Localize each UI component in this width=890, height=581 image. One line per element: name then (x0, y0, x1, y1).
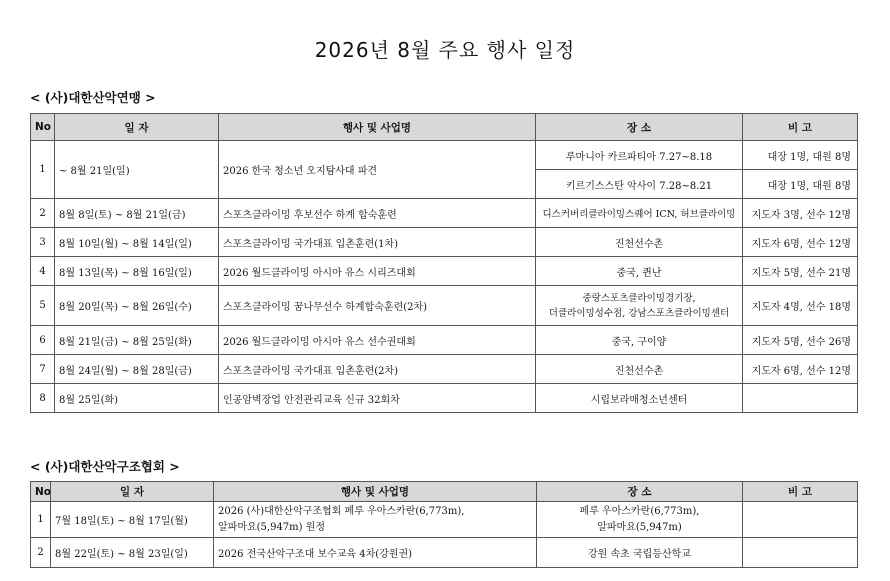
table-row (31, 326, 858, 355)
row-place: 중국, 구이양 (536, 326, 743, 355)
row-place: 키르기스스탄 악사이 7.28~8.21 (536, 170, 743, 199)
row-note: 지도자 6명, 선수 12명 (743, 355, 858, 384)
row-note: 대장 1명, 대원 8명 (743, 170, 858, 199)
event-line: 알파마요(5,947m) 원정 (218, 521, 326, 533)
table-row (31, 355, 858, 384)
header-no: No (31, 482, 51, 502)
row-place (537, 502, 743, 538)
place-line: 페루 우아스카란(6,773m), (579, 505, 700, 517)
federation-schedule-table (30, 113, 858, 413)
row-event: 2026 한국 청소년 오지탐사대 파견 (219, 141, 536, 199)
row-event: 2026 전국산악구조대 보수교육 4차(강원권) (214, 538, 537, 568)
rescue-schedule-table (30, 481, 858, 568)
row-note: 대장 1명, 대원 8명 (743, 141, 858, 170)
row-date: 8월 20일(목) ~ 8월 26일(수) (55, 286, 219, 326)
row-event: 스포츠클라이밍 국가대표 입촌훈련(2차) (219, 355, 536, 384)
row-date: 8월 25일(화) (55, 384, 219, 413)
row-no: 6 (31, 326, 55, 355)
row-no: 2 (31, 199, 55, 228)
row-no: 4 (31, 257, 55, 286)
row-event: 인공암벽장업 안전관리교육 신규 32회차 (219, 384, 536, 413)
row-no: 3 (31, 228, 55, 257)
row-date: ~ 8월 21일(일) (55, 141, 219, 199)
place-line: 알파마요(5,947m) (597, 521, 682, 533)
header-place: 장 소 (536, 114, 743, 141)
row-event (214, 502, 537, 538)
row-note: 지도자 4명, 선수 18명 (743, 286, 858, 326)
table-row (31, 538, 858, 568)
row-no: 1 (31, 141, 55, 199)
row-no: 8 (31, 384, 55, 413)
header-no: No (31, 114, 55, 141)
page-title: 2026년 8월 주요 행사 일정 (314, 38, 576, 62)
row-note: 지도자 6명, 선수 12명 (743, 228, 858, 257)
table-row (31, 141, 858, 170)
row-note (743, 502, 858, 538)
row-date: 8월 24일(월) ~ 8월 28일(금) (55, 355, 219, 384)
row-date: 8월 22일(토) ~ 8월 23일(일) (51, 538, 214, 568)
row-event: 2026 월드클라이밍 아시아 유스 시리즈대회 (219, 257, 536, 286)
header-place: 장 소 (537, 482, 743, 502)
row-place: 루마니아 카르파티아 7.27~8.18 (536, 141, 743, 170)
row-place: 강원 속초 국립등산학교 (537, 538, 743, 568)
row-place (536, 286, 743, 326)
row-note: 지도자 3명, 선수 12명 (743, 199, 858, 228)
row-event: 스포츠클라이밍 후보선수 하계 합숙훈련 (219, 199, 536, 228)
row-date: 8월 8일(토) ~ 8월 21일(금) (55, 199, 219, 228)
section-heading-rescue-association: < (사)대한산악구조협회 > (30, 459, 180, 474)
row-no: 7 (31, 355, 55, 384)
row-date: 8월 21일(금) ~ 8월 25일(화) (55, 326, 219, 355)
row-note: 지도자 5명, 선수 26명 (743, 326, 858, 355)
table-row (31, 502, 858, 538)
table-row (31, 199, 858, 228)
event-line: 2026 (사)대한산악구조협회 페루 우아스카란(6,773m), (218, 505, 465, 517)
row-place: 시립보라매청소년센터 (536, 384, 743, 413)
table-row (31, 286, 858, 326)
row-place: 진천선수촌 (536, 355, 743, 384)
table-row (31, 384, 858, 413)
table-header-row (31, 114, 858, 141)
row-event: 스포츠클라이밍 꿈나무선수 하계합숙훈련(2차) (219, 286, 536, 326)
row-event: 2026 월드클라이밍 아시아 유스 선수권대회 (219, 326, 536, 355)
header-event: 행사 및 사업명 (214, 482, 537, 502)
row-no: 5 (31, 286, 55, 326)
header-date: 일 자 (51, 482, 214, 502)
row-date: 7월 18일(토) ~ 8월 17일(월) (51, 502, 214, 538)
row-place: 디스커버리클라이밍스퀘어 ICN, 허브클라이밍 (536, 199, 743, 228)
row-place: 중국, 퀸난 (536, 257, 743, 286)
header-note: 비 고 (743, 114, 858, 141)
table-header-row (31, 482, 858, 502)
header-note: 비 고 (743, 482, 858, 502)
header-event: 행사 및 사업명 (219, 114, 536, 141)
row-date: 8월 13일(목) ~ 8월 16일(일) (55, 257, 219, 286)
row-note (743, 538, 858, 568)
header-date: 일 자 (55, 114, 219, 141)
place-line: 더클라이밍성수점, 강남스포츠클라이밍센터 (548, 307, 730, 319)
table-row (31, 257, 858, 286)
row-date: 8월 10일(월) ~ 8월 14일(일) (55, 228, 219, 257)
row-no: 1 (31, 502, 51, 538)
row-note: 지도자 5명, 선수 21명 (743, 257, 858, 286)
section-heading-federation: < (사)대한산악연맹 > (30, 90, 156, 105)
row-event: 스포츠클라이밍 국가대표 입촌훈련(1차) (219, 228, 536, 257)
place-line: 중랑스포츠클라이밍경기장, (582, 292, 696, 304)
table-row (31, 228, 858, 257)
row-note (743, 384, 858, 413)
row-place: 진천선수촌 (536, 228, 743, 257)
row-no: 2 (31, 538, 51, 568)
